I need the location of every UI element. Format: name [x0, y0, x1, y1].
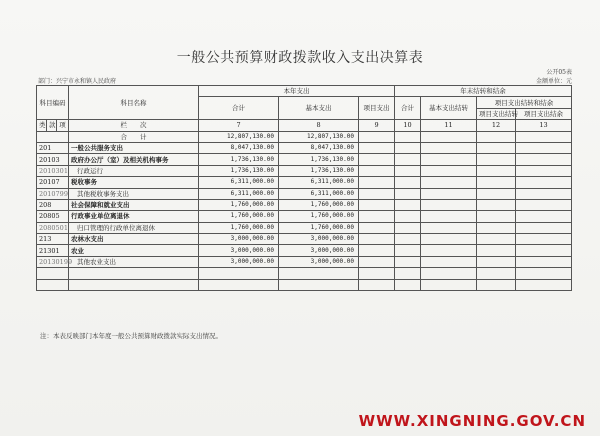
row-name: 税收事务	[69, 177, 199, 188]
header-ye-total: 合计	[395, 97, 421, 120]
row-empty-cell	[477, 268, 516, 279]
row-name: 社会保障和就业支出	[69, 199, 199, 210]
row-empty-cell	[477, 222, 516, 233]
row-empty-cell	[421, 245, 477, 256]
unit-label: 金额单位：元	[535, 78, 572, 85]
column-index-9: 9	[359, 120, 395, 131]
row-basic: 8,047,130.00	[279, 142, 359, 153]
row-code: 20107	[37, 177, 69, 188]
row-total	[199, 268, 279, 279]
row-empty-cell	[516, 256, 572, 267]
column-index-11: 11	[421, 120, 477, 131]
row-empty-cell	[395, 268, 421, 279]
column-index-12: 12	[477, 120, 516, 131]
row-basic: 3,000,000.00	[279, 245, 359, 256]
row-empty-cell	[421, 154, 477, 165]
total-row	[37, 131, 572, 142]
row-name: 行政事业单位离退休	[69, 211, 199, 222]
row-empty-cell	[359, 222, 395, 233]
row-empty-cell	[421, 268, 477, 279]
row-total: 6,311,000.00	[199, 177, 279, 188]
budget-table-body	[37, 131, 572, 290]
column-index-8: 8	[279, 120, 359, 131]
row-name: 行政运行	[69, 165, 199, 176]
row-code: 20130199	[37, 256, 69, 267]
row-basic: 3,000,000.00	[279, 234, 359, 245]
row-empty-cell	[516, 188, 572, 199]
site-watermark: WWW.XINGNING.GOV.CN	[358, 412, 586, 430]
row-empty-cell	[516, 268, 572, 279]
row-empty-cell	[359, 154, 395, 165]
table-row	[37, 234, 572, 245]
row-code: 208	[37, 199, 69, 210]
row-empty-cell	[516, 177, 572, 188]
row-code: 213	[37, 234, 69, 245]
row-basic: 6,311,000.00	[279, 188, 359, 199]
row-empty-cell	[477, 154, 516, 165]
column-index-10: 10	[395, 120, 421, 131]
row-empty-cell	[477, 188, 516, 199]
row-code	[37, 279, 69, 290]
row-empty-cell	[477, 279, 516, 290]
header-current-year: 本年支出	[199, 86, 395, 97]
row-name	[69, 268, 199, 279]
row-name: 农林水支出	[69, 234, 199, 245]
table-row	[37, 211, 572, 222]
row-empty-cell	[395, 256, 421, 267]
header-sub-xiang: 项	[57, 120, 69, 131]
row-basic: 1,736,130.00	[279, 154, 359, 165]
row-empty-cell	[516, 245, 572, 256]
row-empty-cell	[477, 211, 516, 222]
row-basic: 3,000,000.00	[279, 256, 359, 267]
row-code: 2080501	[37, 222, 69, 233]
row-empty-cell	[421, 165, 477, 176]
row-total: 1,736,130.00	[199, 154, 279, 165]
row-empty-cell	[516, 199, 572, 210]
row-total: 3,000,000.00	[199, 256, 279, 267]
column-index-label: 栏 次	[69, 120, 199, 131]
row-empty-cell	[477, 256, 516, 267]
row-empty-cell	[359, 177, 395, 188]
header-sub-lei: 类	[37, 120, 47, 131]
table-row	[37, 199, 572, 210]
header-basic: 基本支出	[279, 97, 359, 120]
row-empty-cell	[359, 279, 395, 290]
row-empty-cell	[477, 234, 516, 245]
column-index-7: 7	[199, 120, 279, 131]
row-code: 2010301	[37, 165, 69, 176]
row-total	[199, 279, 279, 290]
row-code: 20805	[37, 211, 69, 222]
table-row	[37, 268, 572, 279]
row-empty-cell	[477, 177, 516, 188]
row-empty-cell	[395, 279, 421, 290]
row-empty-cell	[477, 165, 516, 176]
row-total: 1,736,130.00	[199, 165, 279, 176]
row-empty-cell	[516, 154, 572, 165]
row-empty-cell	[421, 188, 477, 199]
row-empty-cell	[421, 234, 477, 245]
row-empty-cell	[359, 245, 395, 256]
row-name: 农业	[69, 245, 199, 256]
row-empty-cell	[421, 256, 477, 267]
row-name: 其他农业支出	[69, 256, 199, 267]
form-number: 公开05表	[546, 69, 572, 76]
header-project: 项目支出	[359, 97, 395, 120]
table-row	[37, 222, 572, 233]
row-basic: 1,760,000.00	[279, 199, 359, 210]
row-code: 20103	[37, 154, 69, 165]
row-name: 归口管理的行政单位离退休	[69, 222, 199, 233]
row-empty-cell	[395, 165, 421, 176]
row-empty-cell	[359, 142, 395, 153]
table-row	[37, 142, 572, 153]
table-note: 注：本表反映部门本年度一般公共预算财政拨款实际支出情况。	[40, 332, 222, 340]
row-code: 201	[37, 142, 69, 153]
row-code: 2010799	[37, 188, 69, 199]
row-name: 政府办公厅（室）及相关机构事务	[69, 154, 199, 165]
row-empty-cell	[395, 199, 421, 210]
row-basic: 1,760,000.00	[279, 211, 359, 222]
row-empty-cell	[359, 268, 395, 279]
row-empty-cell	[421, 279, 477, 290]
row-total: 8,047,130.00	[199, 142, 279, 153]
row-empty-cell	[421, 177, 477, 188]
header-code: 科目编码	[37, 86, 69, 120]
row-basic	[279, 279, 359, 290]
total-row-total: 12,807,130.00	[199, 131, 279, 142]
row-empty-cell	[421, 222, 477, 233]
row-empty-cell	[395, 142, 421, 153]
row-total: 3,000,000.00	[199, 234, 279, 245]
table-row	[37, 279, 572, 290]
row-total: 6,311,000.00	[199, 188, 279, 199]
table-row	[37, 154, 572, 165]
row-empty-cell	[421, 199, 477, 210]
header-name: 科目名称	[69, 86, 199, 120]
row-empty-cell	[359, 199, 395, 210]
row-empty-cell	[516, 142, 572, 153]
header-ye-project-balance: 项目支出结余	[516, 108, 572, 119]
row-empty-cell	[395, 234, 421, 245]
budget-table-container	[36, 85, 571, 291]
row-name: 一般公共服务支出	[69, 142, 199, 153]
total-row-label: 合 计	[69, 131, 199, 142]
department-label: 部门：兴宁市永和镇人民政府	[38, 78, 117, 85]
row-name	[69, 279, 199, 290]
table-row	[37, 165, 572, 176]
row-code	[37, 268, 69, 279]
row-total: 3,000,000.00	[199, 245, 279, 256]
row-basic	[279, 268, 359, 279]
row-empty-cell	[395, 222, 421, 233]
row-total: 1,760,000.00	[199, 199, 279, 210]
row-total: 1,760,000.00	[199, 222, 279, 233]
row-empty-cell	[421, 142, 477, 153]
row-empty-cell	[516, 279, 572, 290]
row-basic: 1,736,130.00	[279, 165, 359, 176]
row-empty-cell	[477, 142, 516, 153]
row-empty-cell	[477, 245, 516, 256]
row-total: 1,760,000.00	[199, 211, 279, 222]
row-empty-cell	[516, 234, 572, 245]
budget-table	[36, 85, 572, 291]
row-empty-cell	[395, 188, 421, 199]
row-empty-cell	[516, 165, 572, 176]
column-index-13: 13	[516, 120, 572, 131]
table-row	[37, 245, 572, 256]
row-empty-cell	[516, 222, 572, 233]
row-name: 其他税收事务支出	[69, 188, 199, 199]
row-basic: 1,760,000.00	[279, 222, 359, 233]
row-empty-cell	[359, 188, 395, 199]
header-year-end: 年末结转和结余	[395, 86, 572, 97]
row-empty-cell	[395, 177, 421, 188]
row-code: 21301	[37, 245, 69, 256]
header-sub-kuan: 款	[47, 120, 57, 131]
row-empty-cell	[359, 234, 395, 245]
row-empty-cell	[359, 165, 395, 176]
row-empty-cell	[359, 211, 395, 222]
row-empty-cell	[516, 211, 572, 222]
document-title: 一般公共预算财政拨款收入支出决算表	[176, 50, 424, 66]
table-row	[37, 256, 572, 267]
row-empty-cell	[477, 199, 516, 210]
row-empty-cell	[395, 211, 421, 222]
table-row	[37, 177, 572, 188]
total-row-basic: 12,807,130.00	[279, 131, 359, 142]
table-row	[37, 188, 572, 199]
row-empty-cell	[395, 245, 421, 256]
row-empty-cell	[395, 154, 421, 165]
row-empty-cell	[359, 256, 395, 267]
header-ye-basic: 基本支出结转	[421, 97, 477, 120]
row-empty-cell	[421, 211, 477, 222]
header-ye-project-carry: 项目支出结转	[477, 108, 516, 119]
header-ye-project: 项目支出结转和结余	[477, 97, 572, 108]
header-total: 合计	[199, 97, 279, 120]
row-basic: 6,311,000.00	[279, 177, 359, 188]
